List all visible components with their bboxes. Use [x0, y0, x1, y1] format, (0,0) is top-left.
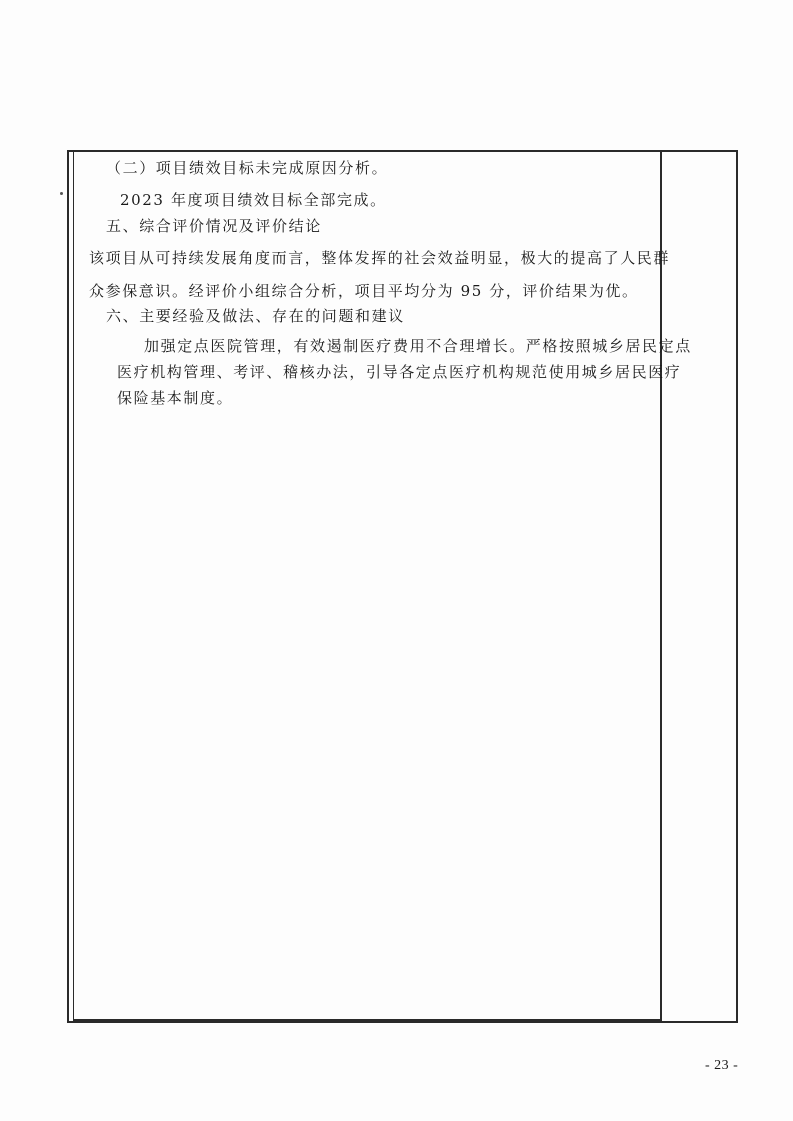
sub-heading-unfinished-analysis: （二）项目绩效目标未完成原因分析。	[106, 159, 389, 177]
section-6-paragraph-line-1: 加强定点医院管理，有效遏制医疗费用不合理增长。严格按照城乡居民定点	[144, 337, 692, 355]
section-5-heading: 五、综合评价情况及评价结论	[106, 217, 322, 235]
section-6-heading: 六、主要经验及做法、存在的问题和建议	[106, 307, 405, 325]
section-6-paragraph-line-2: 医疗机构管理、考评、稽核办法，引导各定点医疗机构规范使用城乡居民医疗	[117, 363, 682, 381]
section-5-paragraph-line-1: 该项目从可持续发展角度而言，整体发挥的社会效益明显，极大的提高了人民群	[89, 249, 671, 267]
section-5-paragraph-line-2: 众参保意识。经评价小组综合分析，项目平均分为 95 分，评价结果为优。	[89, 282, 639, 300]
scan-speck	[60, 192, 63, 195]
completion-statement: 2023 年度项目绩效目标全部完成。	[120, 191, 387, 209]
page-number: - 23 -	[705, 1058, 739, 1073]
section-6-paragraph-line-3: 保险基本制度。	[117, 389, 234, 407]
